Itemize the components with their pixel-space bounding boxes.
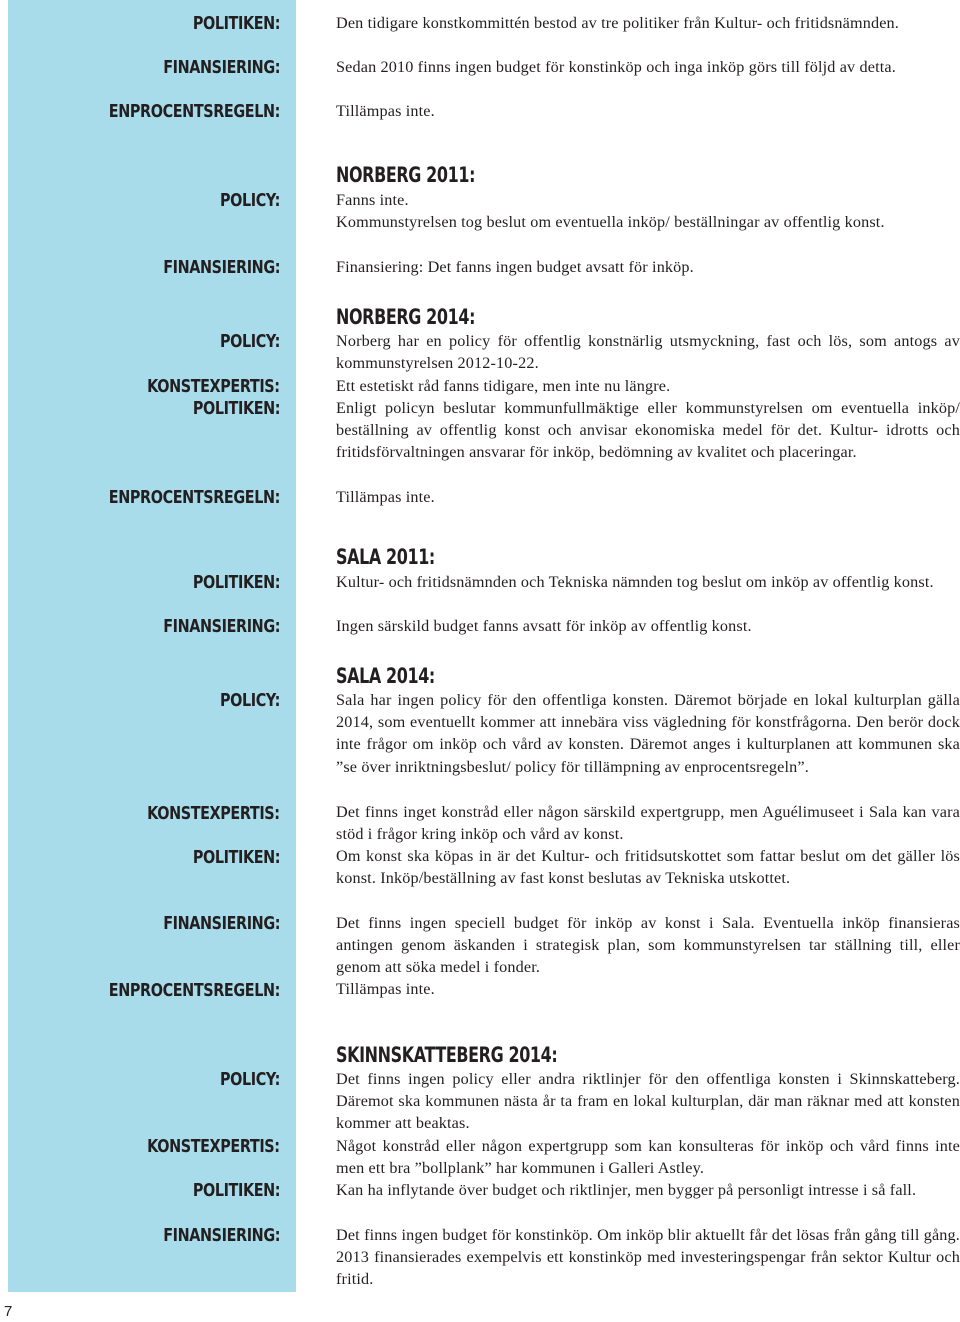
section-heading: SALA 2011: xyxy=(336,545,435,569)
paragraph: Ingen särskild budget fanns avsatt för inköp av offentlig konst. xyxy=(336,617,752,635)
label-politiken: POLITIKEN: xyxy=(192,398,280,419)
paragraph: Kultur- och fritidsnämnden och Tekniska nämnden tog beslut om inköp av offentlig konst. xyxy=(336,573,934,591)
label-politiken: POLITIKEN: xyxy=(192,847,280,868)
paragraph: Tillämpas inte. xyxy=(336,980,435,998)
section-heading: SKINNSKATTEBERG 2014: xyxy=(336,1043,558,1067)
label-politiken: POLITIKEN: xyxy=(192,13,280,34)
label-finansiering: FINANSIERING: xyxy=(163,616,280,637)
section-heading: NORBERG 2014: xyxy=(336,305,476,329)
label-politiken: POLITIKEN: xyxy=(192,1180,280,1201)
label-finansiering: FINANSIERING: xyxy=(163,57,280,78)
paragraph: Kommunstyrelsen tog beslut om eventuella inköp/ beställningar av offentlig konst. xyxy=(336,213,885,231)
label-policy: POLICY: xyxy=(219,190,280,211)
paragraph: Om konst ska köpas in är det Kultur- och fritidsutskottet som fattar beslut om det gäller lös konst. Inköp/beställning av fast konst beslutas av Tekniska utskottet. xyxy=(336,847,960,888)
section-heading: SALA 2014: xyxy=(336,664,435,688)
paragraph: Tillämpas inte. xyxy=(336,488,435,506)
paragraph: Det finns ingen speciell budget för inköp av konst i Sala. Eventuella inköp finansieras antingen genom äskanden i strategisk plan, som kommunstyrelsen tar ställning till, eller genom att söka medel i fonder. xyxy=(336,914,960,977)
paragraph: Kan ha inflytande över budget och riktlinjer, men bygger på personligt intresse i så fall. xyxy=(336,1181,917,1199)
label-enprocentsregeln: ENPROCENTSREGELN: xyxy=(108,980,280,1001)
label-finansiering: FINANSIERING: xyxy=(163,913,280,934)
label-konstexpertis: KONSTEXPERTIS: xyxy=(147,376,280,397)
paragraph: Något konstråd eller någon expertgrupp som kan konsulteras för inköp och vård finns inte men ett bra ”bollplank” har kommunen i Galleri Astley. xyxy=(336,1137,960,1178)
label-enprocentsregeln: ENPROCENTSREGELN: xyxy=(108,101,280,122)
paragraph: Det finns inget konstråd eller någon särskild expertgrupp, men Aguélimuseet i Sala kan vara stöd i frågor kring inköp och vård av konst. xyxy=(336,803,960,844)
paragraph: Ett estetiskt råd fanns tidigare, men inte nu längre. xyxy=(336,377,671,395)
label-konstexpertis: KONSTEXPERTIS: xyxy=(147,803,280,824)
label-policy: POLICY: xyxy=(219,1069,280,1090)
label-finansiering: FINANSIERING: xyxy=(163,1225,280,1246)
label-policy: POLICY: xyxy=(219,331,280,352)
label-enprocentsregeln: ENPROCENTSREGELN: xyxy=(108,487,280,508)
paragraph: Sedan 2010 finns ingen budget för konstinköp och inga inköp görs till följd av detta. xyxy=(336,58,896,76)
page-number: 7 xyxy=(4,1303,13,1320)
paragraph: Norberg har en policy för offentlig konstnärlig utsmyckning, fast och lös, som antogs av kommunstyrelsen 2012-10-22. xyxy=(336,332,960,373)
paragraph: Fanns inte. xyxy=(336,191,409,209)
paragraph: Tillämpas inte. xyxy=(336,102,435,120)
label-finansiering: FINANSIERING: xyxy=(163,257,280,278)
label-konstexpertis: KONSTEXPERTIS: xyxy=(147,1136,280,1157)
paragraph: Enligt policyn beslutar kommunfullmäktige eller kommunstyrelsen om eventuella inköp/ beställning av offentlig konst och anvisar ekonomiska medel för det. Kultur- idrotts och fritidsförvaltningen ansvarar för inköp, bedömning av kvalitet och placeringar. xyxy=(336,399,960,462)
paragraph: Det finns ingen policy eller andra riktlinjer för den offentliga konsten i Skinnskatteberg. Däremot ska kommunen nästa år ta fram en lokal kulturplan, där man räknar med att konsten kommer att beaktas. xyxy=(336,1070,960,1133)
paragraph: Den tidigare konstkommittén bestod av tre politiker från Kultur- och fritidsnämnden. xyxy=(336,14,899,32)
label-policy: POLICY: xyxy=(219,690,280,711)
paragraph: Det finns ingen budget för konstinköp. Om inköp blir aktuellt får det lösas från gång till gång. 2013 finansierades exempelvis ett konstinköp med investeringspengar från sektor Kultur och fritid. xyxy=(336,1226,960,1289)
paragraph: Finansiering: Det fanns ingen budget avsatt för inköp. xyxy=(336,258,694,276)
paragraph: Sala har ingen policy för den offentliga konsten. Däremot började en lokal kulturplan gälla 2014, som eventuellt kommer att innebära viss vägledning för konstfrågorna. Den berör dock inte frågor om inköp och vård av konsten. Däremot anges i kulturplanen att kommunen ska ”se över inriktningsbeslut/ policy för tillämpning av enprocentsregeln”. xyxy=(336,691,960,776)
label-politiken: POLITIKEN: xyxy=(192,572,280,593)
section-heading: NORBERG 2011: xyxy=(336,163,476,187)
